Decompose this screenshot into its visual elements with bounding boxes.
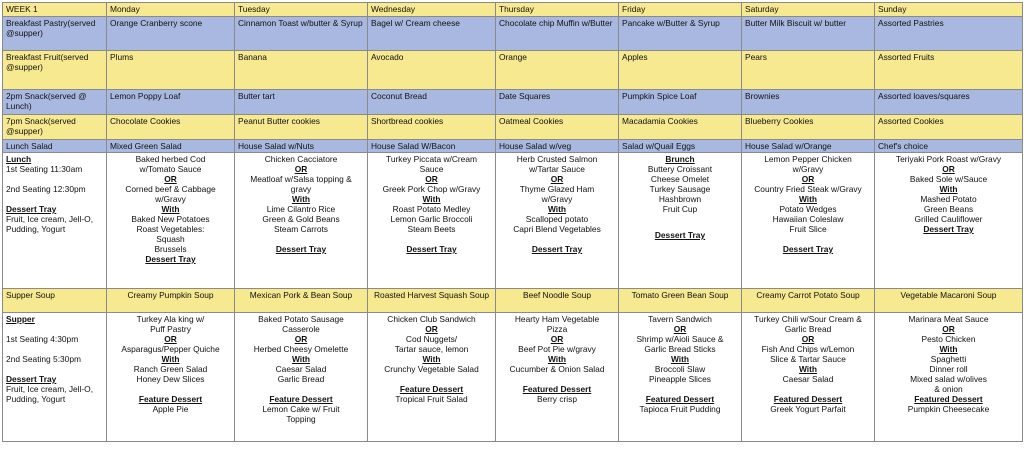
row-label: Lunch Salad <box>3 140 107 153</box>
with-label: With <box>939 184 958 194</box>
side-item: Lime Cilantro Rice <box>266 204 336 214</box>
entree: Garlic Bread <box>784 324 832 334</box>
entree: w/Gravy <box>155 194 186 204</box>
menu-cell: Oatmeal Cookies <box>496 115 619 140</box>
day-header: Friday <box>619 3 742 17</box>
brunch-title: Brunch <box>665 154 695 164</box>
entree: Marinara Meat Sauce <box>908 314 989 324</box>
day-header: Sunday <box>875 3 1023 17</box>
entree: Pesto Chicken <box>921 334 976 344</box>
row-label: 2pm Snack(served @ Lunch) <box>3 90 107 115</box>
with-label: With <box>291 354 311 364</box>
weekly-menu-table <box>2 2 1023 442</box>
menu-cell: Butter Milk Biscuit w/ butter <box>742 17 875 51</box>
side-item: Capri Blend Vegetables <box>513 224 601 234</box>
feature-dessert-label: Featured Dessert <box>914 394 983 404</box>
menu-cell: Roasted Harvest Squash Soup <box>368 289 496 313</box>
menu-cell: Assorted Fruits <box>875 51 1023 90</box>
dessert-item: Tapioca Fruit Pudding <box>639 404 721 414</box>
with-label: With <box>161 204 180 214</box>
lunch-seating-1: 1st Seating 11:30am <box>6 164 83 174</box>
supper-row <box>3 313 1023 442</box>
side-item: Spaghetti <box>930 354 967 364</box>
entree: Herb Crusted Salmon <box>516 154 598 164</box>
dessert-label: Dessert Tray <box>145 254 196 264</box>
row-label: Breakfast Fruit(served @supper) <box>3 51 107 90</box>
with-label: With <box>798 194 818 204</box>
menu-cell: House Salad w/Orange <box>742 140 875 153</box>
sunday-lunch-cell <box>875 153 1023 289</box>
breakfast-fruit-row <box>3 51 1023 90</box>
with-label: With <box>291 194 311 204</box>
or-label: OR <box>294 164 308 174</box>
tuesday-supper-cell <box>235 313 368 442</box>
menu-cell: Cinnamon Toast w/butter & Syrup <box>235 17 368 51</box>
entree: Casserole <box>282 324 320 334</box>
row-label: Breakfast Pastry(served @supper) <box>3 17 107 51</box>
entree: w/Gravy <box>541 194 573 204</box>
row-label: Supper Soup <box>3 289 107 313</box>
side-item: Mashed Potato <box>920 194 977 204</box>
dessert-label: Dessert Tray <box>275 244 327 254</box>
menu-cell: Bagel w/ Cream cheese <box>368 17 496 51</box>
entree: Corned beef & Cabbage <box>125 184 216 194</box>
side-item: Garlic Bread <box>277 374 325 384</box>
sunday-supper-cell <box>875 313 1023 442</box>
entree: Lemon Pepper Chicken <box>764 154 852 164</box>
entree: Country Fried Steak w/Gravy <box>754 184 862 194</box>
menu-cell: Pancake w/Butter & Syrup <box>619 17 742 51</box>
side-item: Fruit Slice <box>789 224 827 234</box>
dessert-item: Lemon Cake w/ Fruit <box>262 404 340 414</box>
menu-cell: Brownies <box>742 90 875 115</box>
entree: Beef Pot Pie w/gravy <box>518 344 596 354</box>
with-label: With <box>422 354 441 364</box>
dessert-label: Dessert Tray <box>782 244 834 254</box>
supper-dessert-text: Fruit, Ice cream, Jell-O, Pudding, Yogurt <box>6 384 94 404</box>
menu-cell: Butter tart <box>235 90 368 115</box>
side-item: Lemon Garlic Broccoli <box>390 214 473 224</box>
entree: Chicken Club Sandwich <box>387 314 476 324</box>
or-label: OR <box>550 334 564 344</box>
menu-cell: Orange Cranberry scone <box>107 17 235 51</box>
entree: Cod Nuggets/ <box>405 334 458 344</box>
or-label: OR <box>801 334 815 344</box>
with-label: With <box>547 204 567 214</box>
supper-seating-2: 2nd Seating 5:30pm <box>6 354 81 364</box>
entree: Sauce <box>419 164 444 174</box>
dessert-item: Greek Yogurt Parfait <box>770 404 846 414</box>
wednesday-lunch-cell <box>368 153 496 289</box>
menu-cell: Coconut Bread <box>368 90 496 115</box>
with-label: With <box>798 364 818 374</box>
dessert-label: Dessert Tray <box>406 244 457 254</box>
entree: Hearty Ham Vegetable <box>514 314 600 324</box>
menu-cell: Assorted loaves/squares <box>875 90 1023 115</box>
or-label: OR <box>801 174 815 184</box>
friday-lunch-cell <box>619 153 742 289</box>
menu-cell: Creamy Pumpkin Soup <box>107 289 235 313</box>
entree: Greek Pork Chop w/Gravy <box>382 184 481 194</box>
entree: gravy <box>290 184 312 194</box>
side-item: Roast Vegetables: <box>136 224 205 234</box>
side-item: Pineapple Slices <box>649 374 711 384</box>
feature-dessert-label: Feature Dessert <box>138 394 203 404</box>
or-label: OR <box>164 334 177 344</box>
menu-cell: Tomato Green Bean Soup <box>619 289 742 313</box>
dessert-item: Berry crisp <box>536 394 578 404</box>
day-header: Tuesday <box>235 3 368 17</box>
menu-cell: Shortbread cookies <box>368 115 496 140</box>
side-item: Turkey Sausage <box>649 184 711 194</box>
entree: Baked Sole w/Sauce <box>909 174 988 184</box>
entree: Turkey Piccata w/Cream <box>386 154 477 164</box>
side-item: Green & Gold Beans <box>262 214 340 224</box>
lunch-label-cell <box>3 153 107 289</box>
lunch-row <box>3 153 1023 289</box>
dessert-item: Topping <box>286 414 316 424</box>
feature-dessert-label: Featured Dessert <box>645 394 715 404</box>
snack-2pm-row <box>3 90 1023 115</box>
or-label: OR <box>164 174 177 184</box>
feature-dessert-label: Feature Dessert <box>399 384 464 394</box>
entree: w/Tomato Sauce <box>139 164 202 174</box>
side-item: Dinner roll <box>929 364 968 374</box>
menu-cell: Apples <box>619 51 742 90</box>
supper-label-cell <box>3 313 107 442</box>
side-item: Hashbrown <box>658 194 702 204</box>
side-item: Scalloped potato <box>525 214 589 224</box>
menu-cell: Creamy Carrot Potato Soup <box>742 289 875 313</box>
or-label: OR <box>673 324 687 334</box>
side-item: Fruit Cup <box>662 204 698 214</box>
dessert-item: Apple Pie <box>152 404 189 414</box>
entree: Turkey Ala king w/ <box>136 314 205 324</box>
monday-lunch-cell <box>107 153 235 289</box>
side-item: Roast Potato Medley <box>392 204 471 214</box>
menu-cell: House Salad w/Nuts <box>235 140 368 153</box>
menu-cell: Chef's choice <box>875 140 1023 153</box>
menu-cell: Assorted Pastries <box>875 17 1023 51</box>
or-label: OR <box>550 174 564 184</box>
entree: Tavern Sandwich <box>648 314 712 324</box>
side-item: Potato Wedges <box>779 204 837 214</box>
dessert-label: Dessert Tray <box>531 244 583 254</box>
entree: Meatloaf w/Salsa topping & <box>250 174 352 184</box>
menu-cell: Plums <box>107 51 235 90</box>
entree: w/Gravy <box>792 164 824 174</box>
menu-cell: House Salad W/Bacon <box>368 140 496 153</box>
menu-cell: Salad w/Quail Eggs <box>619 140 742 153</box>
dessert-item: Pumpkin Cheesecake <box>907 404 990 414</box>
row-label: 7pm Snack(served @supper) <box>3 115 107 140</box>
menu-cell: Chocolate Cookies <box>107 115 235 140</box>
entree: Baked herbed Cod <box>135 154 206 164</box>
lunch-dessert-title: Dessert Tray <box>6 204 57 214</box>
side-item: Honey Dew Slices <box>136 374 205 384</box>
side-item: Caesar Salad <box>275 364 327 374</box>
lunch-seating-2: 2nd Seating 12:30pm <box>6 184 86 194</box>
supper-dessert-title: Dessert Tray <box>6 374 57 384</box>
side-item: & onion <box>934 384 963 394</box>
lunch-title: Lunch <box>6 154 32 164</box>
side-item: Squash <box>156 234 185 244</box>
supper-title: Supper <box>6 314 35 324</box>
side-item: Green Beans <box>923 204 974 214</box>
entree: w/Tartar Sauce <box>529 164 585 174</box>
menu-cell: Blueberry Cookies <box>742 115 875 140</box>
friday-supper-cell <box>619 313 742 442</box>
breakfast-pastry-row <box>3 17 1023 51</box>
menu-cell: Mexican Pork & Bean Soup <box>235 289 368 313</box>
side-item: Crunchy Vegetable Salad <box>384 364 479 374</box>
menu-cell: Avocado <box>368 51 496 90</box>
side-item: Baked New Potatoes <box>131 214 210 224</box>
menu-cell: Mixed Green Salad <box>107 140 235 153</box>
entree: Baked Potato Sausage <box>258 314 344 324</box>
lunch-salad-row <box>3 140 1023 153</box>
entree: Chicken Cacciatore <box>264 154 338 164</box>
dessert-item: Tropical Fruit Salad <box>395 394 468 404</box>
side-item: Grilled Cauliflower <box>914 214 983 224</box>
feature-dessert-label: Feature Dessert <box>269 394 333 404</box>
side-item: Cheese Omelet <box>650 174 710 184</box>
menu-cell: Pumpkin Spice Loaf <box>619 90 742 115</box>
side-item: Steam Beets <box>407 224 456 234</box>
tuesday-lunch-cell <box>235 153 368 289</box>
menu-cell: Banana <box>235 51 368 90</box>
menu-cell: Assorted Cookies <box>875 115 1023 140</box>
saturday-supper-cell <box>742 313 875 442</box>
feature-dessert-label: Featured Dessert <box>773 394 843 404</box>
lunch-dessert-text: Fruit, Ice cream, Jell-O, Pudding, Yogurt <box>6 214 94 234</box>
side-item: Steam Carrots <box>274 224 328 234</box>
menu-cell: Macadamia Cookies <box>619 115 742 140</box>
saturday-lunch-cell <box>742 153 875 289</box>
entree: Fish And Chips w/Lemon <box>761 344 855 354</box>
entree: Slice & Tartar Sauce <box>770 354 846 364</box>
side-item: Mixed salad w/olives <box>910 374 987 384</box>
week-label: WEEK 1 <box>3 3 107 17</box>
wednesday-supper-cell <box>368 313 496 442</box>
or-label: OR <box>942 324 955 334</box>
entree: Teriyaki Pork Roast w/Gravy <box>895 154 1002 164</box>
menu-cell: Beef Noodle Soup <box>496 289 619 313</box>
entree: Tartar sauce, lemon <box>394 344 469 354</box>
thursday-supper-cell <box>496 313 619 442</box>
side-item: Brussels <box>154 244 187 254</box>
day-header: Thursday <box>496 3 619 17</box>
side-item: Ranch Green Salad <box>133 364 208 374</box>
day-header: Wednesday <box>368 3 496 17</box>
or-label: OR <box>425 324 438 334</box>
dessert-label: Dessert Tray <box>923 224 974 234</box>
snack-7pm-row <box>3 115 1023 140</box>
side-item: Cucumber & Onion Salad <box>509 364 605 374</box>
thursday-lunch-cell <box>496 153 619 289</box>
menu-cell: House Salad w/veg <box>496 140 619 153</box>
day-header: Monday <box>107 3 235 17</box>
menu-cell: Peanut Butter cookies <box>235 115 368 140</box>
menu-cell: Lemon Poppy Loaf <box>107 90 235 115</box>
entree: Herbed Cheesy Omelette <box>253 344 349 354</box>
header-row <box>3 3 1023 17</box>
side-item: Hawaiian Coleslaw <box>772 214 844 224</box>
entree: Garlic Bread Sticks <box>644 344 716 354</box>
with-label: With <box>422 194 441 204</box>
menu-cell: Vegetable Macaroni Soup <box>875 289 1023 313</box>
with-label: With <box>670 354 690 364</box>
with-label: With <box>161 354 180 364</box>
entree: Shrimp w/Aioli Sauce & <box>636 334 724 344</box>
menu-cell: Pears <box>742 51 875 90</box>
supper-soup-row <box>3 289 1023 313</box>
entree: Asparagus/Pepper Quiche <box>121 344 220 354</box>
entree: Pizza <box>546 324 568 334</box>
menu-cell: Orange <box>496 51 619 90</box>
dessert-label: Dessert Tray <box>654 230 706 240</box>
entree: Turkey Chili w/Sour Cream & <box>754 314 862 324</box>
menu-cell: Date Squares <box>496 90 619 115</box>
side-item: Broccoli Slaw <box>654 364 706 374</box>
day-header: Saturday <box>742 3 875 17</box>
entree: Thyme Glazed Ham <box>519 184 595 194</box>
menu-cell: Chocolate chip Muffin w/Butter <box>496 17 619 51</box>
side-item: Buttery Croissant <box>647 164 713 174</box>
side-item: Caesar Salad <box>782 374 834 384</box>
with-label: With <box>939 344 958 354</box>
feature-dessert-label: Featured Dessert <box>522 384 592 394</box>
or-label: OR <box>294 334 308 344</box>
entree: Puff Pastry <box>150 324 191 334</box>
with-label: With <box>547 354 567 364</box>
supper-seating-1: 1st Seating 4:30pm <box>6 334 79 344</box>
or-label: OR <box>425 174 438 184</box>
monday-supper-cell <box>107 313 235 442</box>
or-label: OR <box>942 164 955 174</box>
